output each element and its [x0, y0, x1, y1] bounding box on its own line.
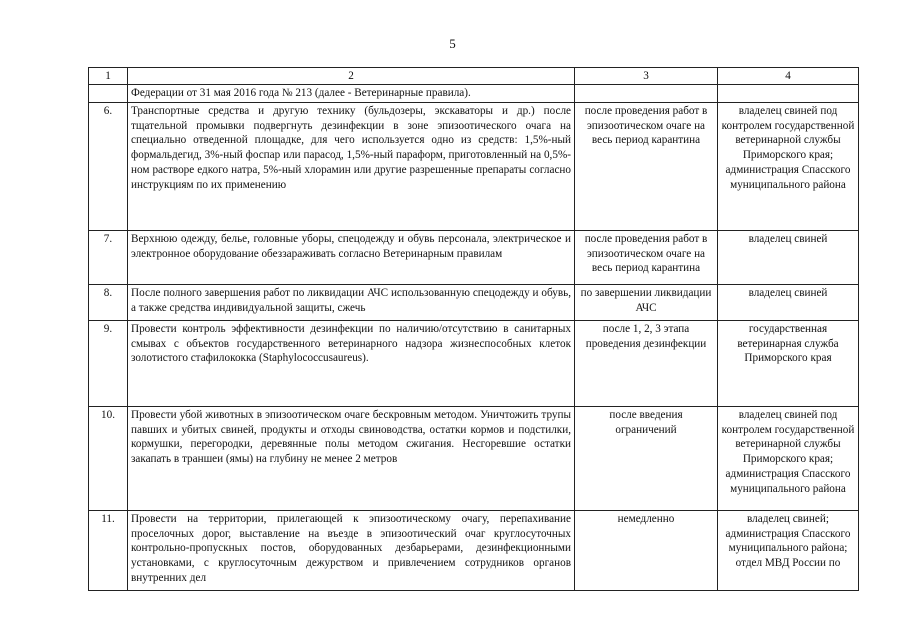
measures-table [88, 67, 859, 591]
header-cell-2: 2 [128, 68, 575, 85]
continuation-num-cell [89, 85, 128, 103]
row-deadline: немедленно [575, 510, 718, 590]
continuation-row [89, 85, 859, 103]
row-number: 10. [89, 406, 128, 510]
table-row [89, 284, 859, 320]
row-responsible: владелец свиней; администрация Спасского муниципального района; отдел МВД России по [718, 510, 859, 590]
row-action: Провести контроль эффективности дезинфекции по наличию/отсутствию в санитарных смывах с объектов государственного ветеринарного надзора жизнеспособных клеток золотистого стафилококка (Staphylococcusaureus). [128, 320, 575, 406]
row-action: Провести на территории, прилегающей к эпизоотическому очагу, перепахивание проселочных дорог, выставление на въезде в эпизоотический очаг круглосуточных контрольно-пропускных постов, оборудованных дезбарьерами, дезинфекционными установками, с круглосуточным дежурством и привлечением сотрудников органов внутренних дел [128, 510, 575, 590]
row-number: 8. [89, 284, 128, 320]
continuation-resp-cell [718, 85, 859, 103]
header-cell-4: 4 [718, 68, 859, 85]
header-cell-3: 3 [575, 68, 718, 85]
row-responsible: владелец свиней [718, 230, 859, 284]
page-number: 5 [449, 36, 456, 51]
row-deadline: после проведения работ в эпизоотическом очаге на весь период карантина [575, 230, 718, 284]
continuation-text: Федерации от 31 мая 2016 года № 213 (далее - Ветеринарные правила). [128, 85, 575, 103]
continuation-when-cell [575, 85, 718, 103]
table-row [89, 406, 859, 510]
table-row [89, 102, 859, 230]
row-action: Транспортные средства и другую технику (бульдозеры, экскаваторы и др.) после тщательной промывки подвергнуть дезинфекции в зоне эпизоотического очага на специально отведенной площадке, для чего используется одно из средств: 1,5%-ный формальдегид, 3%-ный фоспар или парасод, 1,5%-ный параформ, приготовленный на 0,5%-ном растворе едкого натра, 5%-ный хлорамин или другие разрешенные препараты согласно инструкциям по их применению [128, 102, 575, 230]
row-responsible: владелец свиней под контролем государственной ветеринарной службы Приморского края; администрация Спасского муниципального района [718, 406, 859, 510]
row-responsible: государственная ветеринарная служба Приморского края [718, 320, 859, 406]
row-number: 9. [89, 320, 128, 406]
row-number: 7. [89, 230, 128, 284]
row-deadline: после 1, 2, 3 этапа проведения дезинфекции [575, 320, 718, 406]
row-deadline: по завершении ликвидации АЧС [575, 284, 718, 320]
row-number: 11. [89, 510, 128, 590]
row-action: После полного завершения работ по ликвидации АЧС использованную спецодежду и обувь, а также средства индивидуальной защиты, сжечь [128, 284, 575, 320]
header-cell-1: 1 [89, 68, 128, 85]
row-responsible: владелец свиней [718, 284, 859, 320]
row-responsible: владелец свиней под контролем государственной ветеринарной службы Приморского края; администрация Спасского муниципального района [718, 102, 859, 230]
table-row [89, 230, 859, 284]
row-number: 6. [89, 102, 128, 230]
row-deadline: после введения ограничений [575, 406, 718, 510]
table-row [89, 510, 859, 590]
table-row [89, 320, 859, 406]
table-header-row [89, 68, 859, 85]
row-deadline: после проведения работ в эпизоотическом очаге на весь период карантина [575, 102, 718, 230]
row-action: Верхнюю одежду, белье, головные уборы, спецодежду и обувь персонала, электрическое и электронное оборудование обеззараживать согласно Ветеринарным правилам [128, 230, 575, 284]
row-action: Провести убой животных в эпизоотическом очаге бескровным методом. Уничтожить трупы павших и убитых свиней, продукты и отходы свиноводства, остатки кормов и подстилки, кормушки, перегородки, деревянные полы методом сжигания. Несгоревшие остатки закапать в траншеи (ямы) на глубину не менее 2 метров [128, 406, 575, 510]
